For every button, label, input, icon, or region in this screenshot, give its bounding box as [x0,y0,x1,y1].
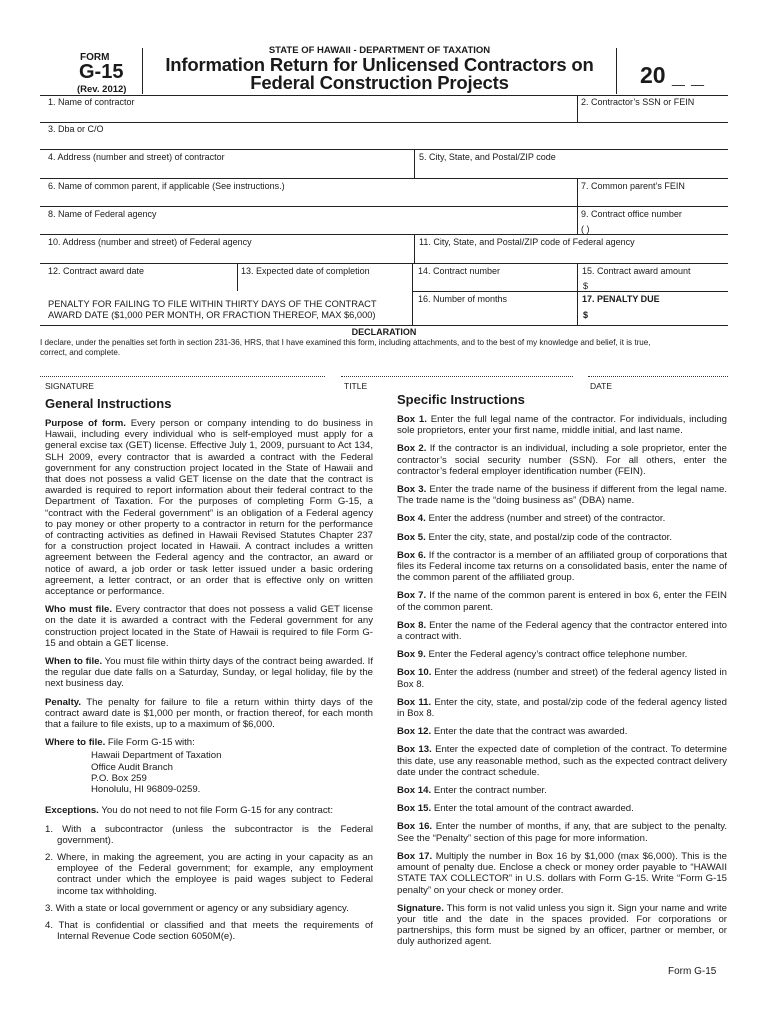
header-divider-right [616,48,617,94]
penalty-notice-line1: PENALTY FOR FAILING TO FILE WITHIN THIRTY DAYS OF THE CONTRACT [48,299,377,309]
exception-item: 3. With a state or local government or agency or any subsidiary agency. [45,902,349,914]
dollar-sign: $ [583,281,589,291]
field-17-penalty-due[interactable]: 17. PENALTY DUE [582,294,660,304]
tax-year: 20 _ _ [640,62,704,88]
exception-item: 4. That is confidential or classified and that meets the requirements of Internal Revenue Code section 6050M(e). [45,919,373,943]
field-10-agency-address[interactable]: 10. Address (number and street) of Federal agency [48,237,252,247]
title-line[interactable] [341,376,573,377]
box-10-instruction: Box 10. Enter the address (number and street) of the federal agency listed in Box 8. [397,667,727,690]
declaration-heading: DECLARATION [351,327,417,337]
grid-line [237,263,238,291]
mailing-address: Hawaii Department of Taxation Office Audit Branch P.O. Box 259 Honolulu, HI 96809-0259. [91,750,222,796]
box-17-instruction: Box 17. Multiply the number in Box 16 by $1,000 (max $6,000). This is the amount of penalty due. Enclose a check or money order payable to “HAWAII STATE TAX COLLECTOR” in U.S. dollars with Form G-15. Write “Form G-15 penalty” on your check or money order. [397,850,727,896]
grid-line [40,263,728,264]
grid-line [412,263,413,325]
box-13-instruction: Box 13. Enter the expected date of completion of the contract. To determine this date, use any reasonable method, such as the expected contract delivery date under the contract schedule. [397,744,727,778]
grid-line [40,178,728,179]
grid-line [414,234,415,263]
signature-label: SIGNATURE [45,381,94,391]
grid-line [40,206,728,207]
grid-line [40,234,728,235]
penalty-paragraph: Penalty. The penalty for failure to file a return within thirty days of the contract award date is $1,000 per month, or fraction thereof, for each month that a failure to file exists, up to a maximum of $6,000. [45,696,373,731]
form-title-line1: Information Return for Unlicensed Contractors on [165,54,594,75]
field-11-agency-city-state-zip[interactable]: 11. City, State, and Postal/ZIP code of Federal agency [419,237,635,247]
box-7-instruction: Box 7. If the name of the common parent is entered in box 6, enter the FEIN of the common parent. [397,590,727,613]
title-label: TITLE [344,381,368,391]
box-1-instruction: Box 1. Enter the full legal name of the contractor. For individuals, including sole proprietors, enter your first name, middle initial, and last name. [397,414,728,437]
box-6-instruction: Box 6. If the contractor is a member of an affiliated group of corporations that files its Federal income tax returns on a consolidated basis, enter the name of the common parent of the affiliated group. [397,549,727,584]
date-line[interactable] [588,376,728,377]
field-6-common-parent[interactable]: 6. Name of common parent, if applicable (See instructions.) [48,181,285,191]
field-5-city-state-zip[interactable]: 5. City, State, and Postal/ZIP code [419,152,556,162]
exception-item: 2. Where, in making the agreement, you are acting in your capacity as an employee of the Federal government; for example, any employment contract under which the employee is paid wages subject to Federal income tax withholding. [45,851,373,897]
exception-item: 1. With a subcontractor (unless the subcontractor is the Federal government). [45,823,373,846]
box-16-instruction: Box 16. Enter the number of months, if any, that are subject to the penalty. See the “Penalty” section of this page for more information. [397,821,727,844]
box-5-instruction: Box 5. Enter the city, state, and postal/zip code of the contractor. [397,531,673,543]
general-instructions-column [45,418,373,948]
field-2-ssn-fein[interactable]: 2. Contractor’s SSN or FEIN [581,97,695,107]
box-4-instruction: Box 4. Enter the address (number and street) of the contractor. [397,513,666,525]
box-8-instruction: Box 8. Enter the name of the Federal agency that the contractor entered into a contract with. [397,619,727,643]
specific-instructions-column [397,414,727,955]
agency-name: STATE OF HAWAII - DEPARTMENT OF TAXATION [268,45,491,56]
field-16-number-of-months[interactable]: 16. Number of months [418,294,508,304]
box-14-instruction: Box 14. Enter the contract number. [397,785,547,797]
general-instructions-heading: General Instructions [45,396,172,411]
who-must-file-paragraph: Who must file. Every contractor that does not possess a valid GET license on the date it is awarded a contract with the Federal government for any construction project located in the State of Hawaii is required to file Form G-15 and obtain a GET license. [45,604,374,649]
field-3-dba[interactable]: 3. Dba or C/O [48,124,104,134]
date-label: DATE [590,381,613,391]
grid-line [577,206,578,234]
penalty-notice-line2: AWARD DATE ($1,000 PER MONTH, OR FRACTION THEREOF, MAX $6,000) [48,310,376,320]
signature-instruction: Signature. This form is not valid unless you sign it. Sign your name and write your title and the date in the spaces provided. For corporations or partnerships, this form must be signed by an officer, partner or member, or duly authorized agent. [397,902,727,948]
signature-line[interactable] [40,376,325,377]
form-word: FORM [80,52,110,63]
form-number: G-15 [79,61,124,83]
purpose-paragraph: Purpose of form. Every person or company intending to do business in Hawaii, including every individual who is self-employed must apply for a general excise tax (GET) license. Effective July 1, 2009, pursuant to Act 134, SLH 2009, every contractor that is awarded a contract with the Federal government for any construction project located in the State of Hawaii and that does not possess a valid GET license on the date that the contract is awarded is required to report information about their federal contract to the Department of Taxation. For the purposes of completing Form G-15, a “contract with the Federal government” is an obligation of a Federal agency to pay money or other property to a contractor in return for the performance of contracting activities as defined in Hawaii Revised Statutes Chapter 237 for a construction project located in Hawaii. A contract includes a written agreement between the Federal agency and the contractor, an award or notice of award, a job order or task letter issued under a basic ordering agreement, a letter contract, or an order that is effective only on written acceptance or performance. [45,418,373,598]
field-14-contract-number[interactable]: 14. Contract number [418,266,501,276]
box-15-instruction: Box 15. Enter the total amount of the contract awarded. [397,803,634,815]
field-13-completion-date[interactable]: 13. Expected date of completion [241,266,370,276]
grid-line [577,95,578,122]
declaration-text-line1: I declare, under the penalties set forth in section 231-36, HRS, that I have examined this form, including attachments, and to the best of my knowledge and belief, it is true, [40,338,651,347]
grid-line [577,178,578,206]
grid-line [577,263,578,325]
phone-area-code: ( ) [581,224,590,234]
box-2-instruction: Box 2. If the contractor is an individual, including a sole proprietor, enter the contractor’s social security number (SSN). For all others, enter the contractor’s federal employer identification number (FEIN). [397,443,727,477]
grid-line [40,95,728,96]
field-4-contractor-address[interactable]: 4. Address (number and street) of contractor [48,152,225,162]
field-1-contractor-name[interactable]: 1. Name of contractor [48,97,135,107]
field-8-federal-agency[interactable]: 8. Name of Federal agency [48,209,157,219]
when-to-file-paragraph: When to file. You must file within thirty days of the contract being awarded. If the regular due date falls on a Saturday, Sunday, or legal holiday, file by the next business day. [45,656,373,690]
field-15-award-amount[interactable]: 15. Contract award amount [582,266,691,276]
grid-line [40,122,728,123]
box-12-instruction: Box 12. Enter the date that the contract was awarded. [397,726,628,738]
dollar-sign: $ [583,310,589,320]
box-11-instruction: Box 11. Enter the city, state, and postal/zip code of the federal agency listed in Box 8. [397,696,727,720]
grid-line [414,149,415,178]
grid-line [412,291,728,292]
exceptions-paragraph: Exceptions. You do not need to not file Form G-15 for any contract: [45,805,333,817]
field-7-parent-fein[interactable]: 7. Common parent’s FEIN [581,181,685,191]
where-to-file-paragraph: Where to file. File Form G-15 with: [45,737,195,749]
field-12-award-date[interactable]: 12. Contract award date [48,266,145,276]
box-9-instruction: Box 9. Enter the Federal agency’s contract office telephone number. [397,649,688,661]
grid-line [40,149,728,150]
grid-line [40,325,728,326]
footer-form-id: Form G-15 [668,966,717,977]
form-revision: (Rev. 2012) [77,84,127,95]
field-9-office-number[interactable]: 9. Contract office number [581,209,682,219]
declaration-text-line2: correct, and complete. [40,348,121,357]
specific-instructions-heading: Specific Instructions [397,392,525,407]
form-title-line2: Federal Construction Projects [250,72,509,93]
box-3-instruction: Box 3. Enter the trade name of the business if different from the legal name. The trade name is the “doing business as” (DBA) name. [397,484,728,507]
